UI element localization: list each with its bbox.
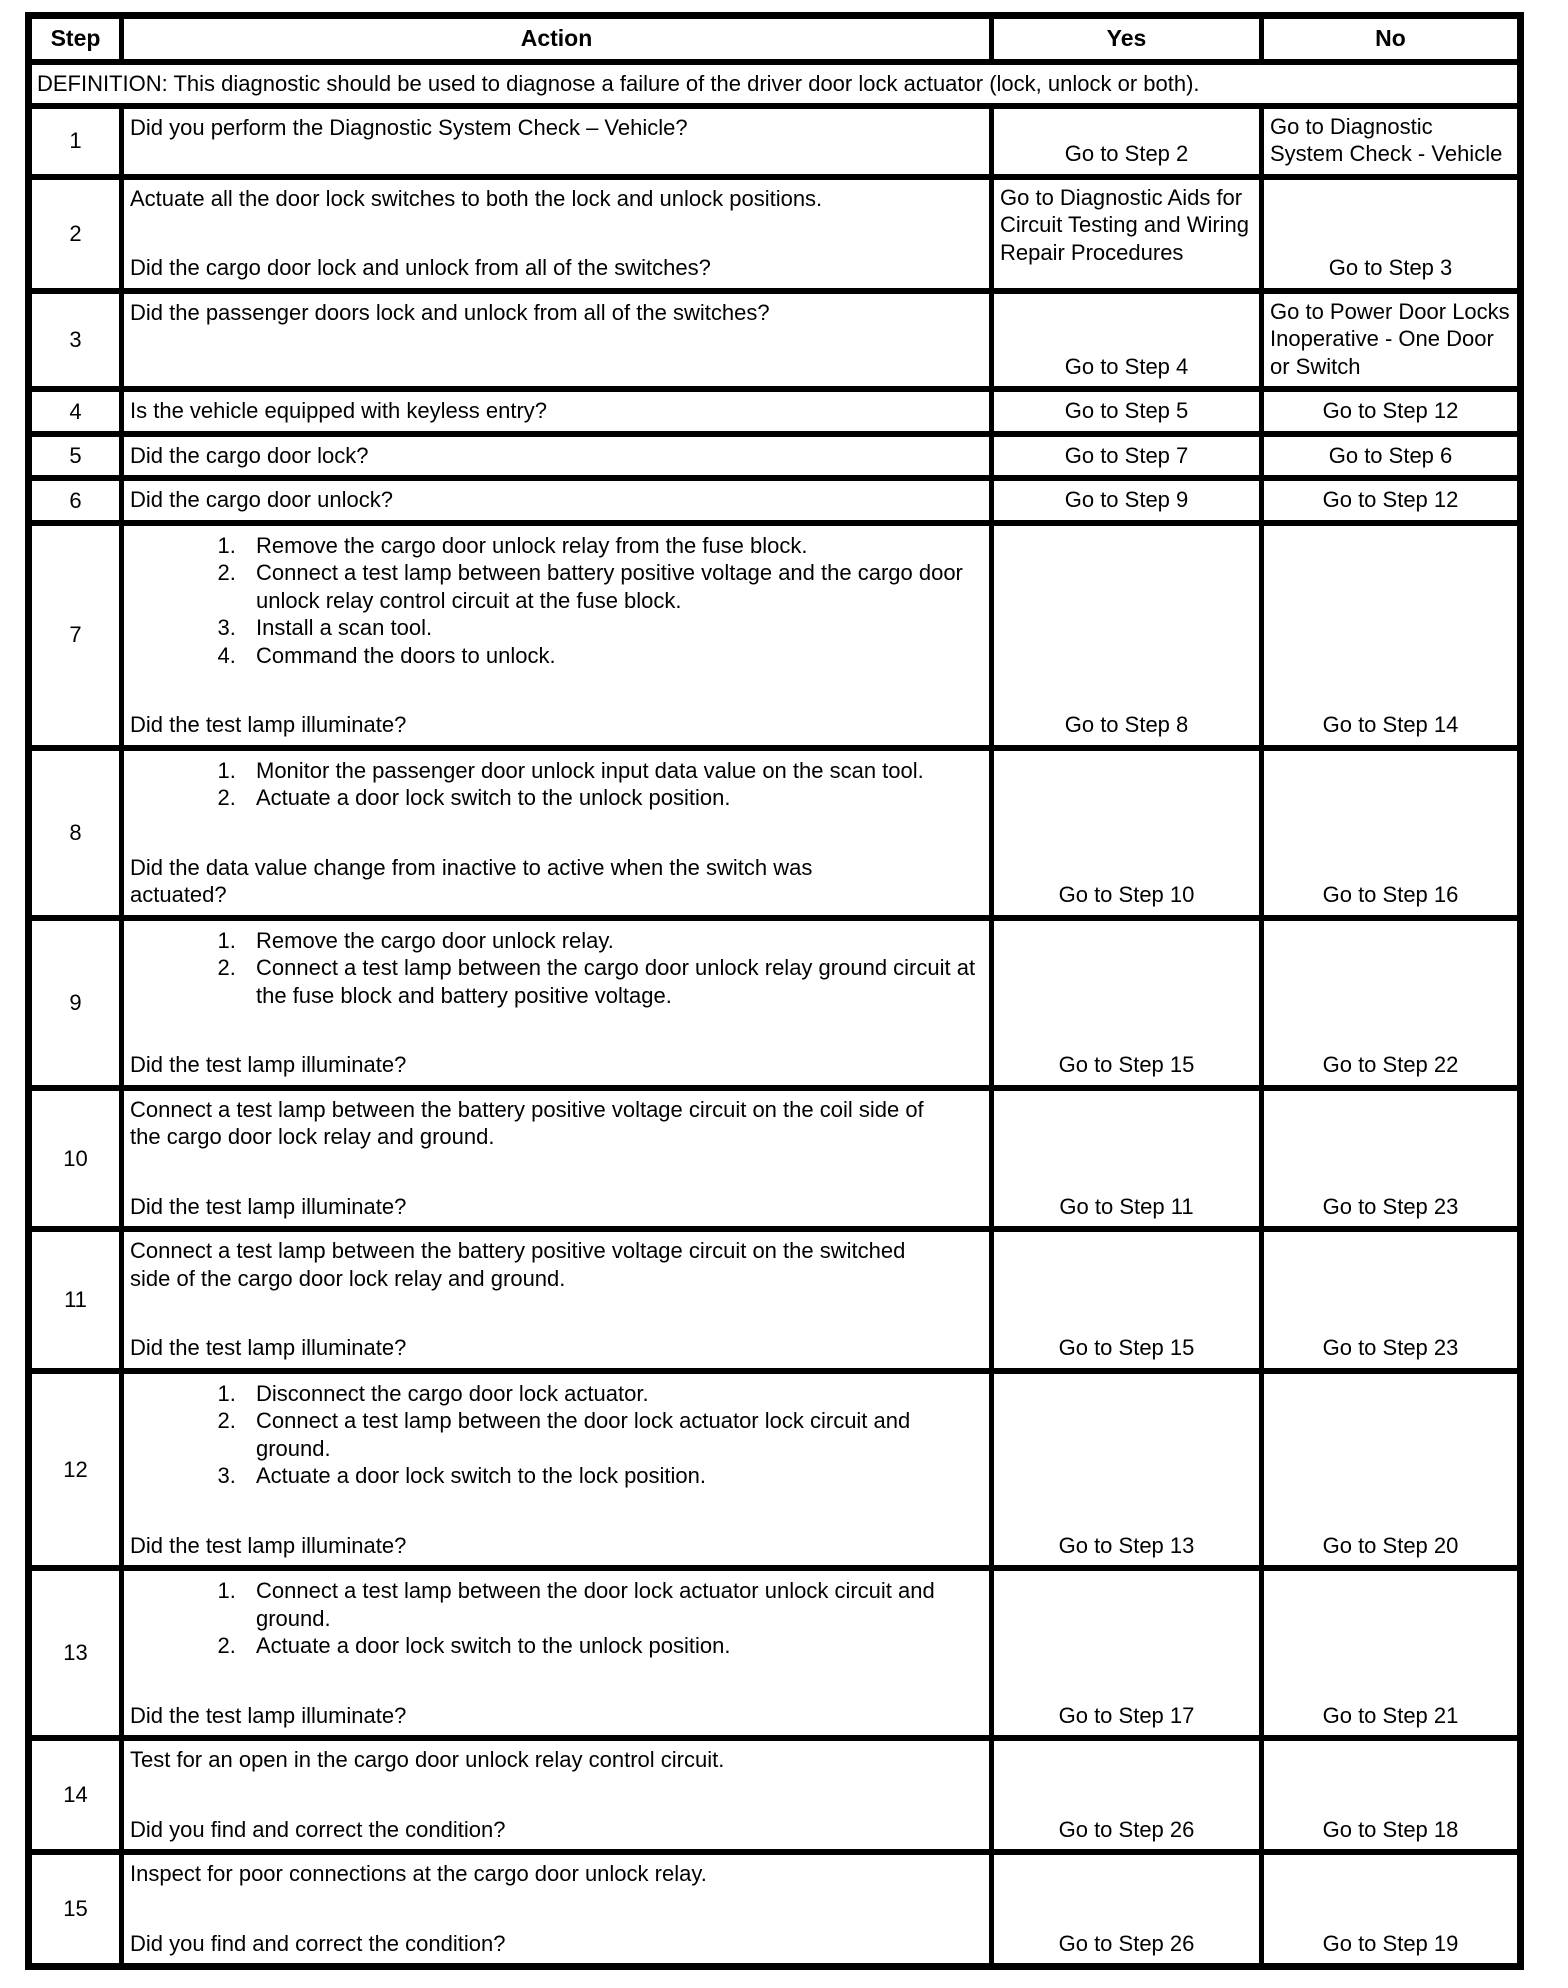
action-cell bbox=[122, 1371, 992, 1569]
action-question: Did the test lamp illuminate? bbox=[130, 1052, 407, 1078]
table-row bbox=[29, 177, 1521, 291]
action-cell bbox=[122, 1738, 992, 1852]
action-cell bbox=[122, 1568, 992, 1738]
action-list-item: 2. Actuate a door lock switch to the unlock position. bbox=[242, 784, 981, 812]
col-header-action: Action bbox=[122, 16, 992, 62]
definition-row bbox=[29, 62, 1521, 106]
action-text: Connect a test lamp between the battery positive voltage circuit on the coil side of the cargo door lock relay and ground. bbox=[130, 1096, 924, 1150]
table-row bbox=[29, 748, 1521, 918]
col-header-no: No bbox=[1262, 16, 1521, 62]
action-cell bbox=[122, 1229, 992, 1371]
action-text: Inspect for poor connections at the cargo door unlock relay. bbox=[130, 1861, 707, 1887]
no-cell: Go to Step 14 bbox=[1262, 523, 1521, 748]
no-cell: Go to Step 12 bbox=[1262, 478, 1521, 523]
yes-cell: Go to Step 26 bbox=[992, 1852, 1262, 1967]
action-list-item: 1. Connect a test lamp between the door lock actuator unlock circuit and ground. bbox=[242, 1577, 981, 1632]
col-header-yes: Yes bbox=[992, 16, 1262, 62]
step-number: 1 bbox=[29, 106, 122, 177]
no-cell: Go to Step 21 bbox=[1262, 1568, 1521, 1738]
action-question: Did you find and correct the condition? bbox=[130, 1816, 506, 1842]
step-number: 15 bbox=[29, 1852, 122, 1967]
step-number: 3 bbox=[29, 291, 122, 390]
no-cell: Go to Power Door Locks Inoperative - One Door or Switch bbox=[1262, 291, 1521, 390]
action-cell bbox=[122, 1088, 992, 1230]
yes-cell: Go to Step 8 bbox=[992, 523, 1262, 748]
action-question: Did the data value change from inactive to active when the switch was actuated? bbox=[130, 854, 813, 908]
action-question: Did you find and correct the condition? bbox=[130, 1930, 506, 1956]
no-cell: Go to Step 6 bbox=[1262, 434, 1521, 479]
yes-cell: Go to Step 4 bbox=[992, 291, 1262, 390]
table-row bbox=[29, 1229, 1521, 1371]
step-number: 7 bbox=[29, 523, 122, 748]
step-number: 5 bbox=[29, 434, 122, 479]
action-list-item: 2. Connect a test lamp between battery positive voltage and the cargo door unlock relay control circuit at the fuse block. bbox=[242, 559, 981, 614]
diagnostic-table bbox=[25, 12, 1524, 1970]
no-cell: Go to Step 22 bbox=[1262, 918, 1521, 1088]
action-list bbox=[130, 757, 981, 812]
action-cell bbox=[122, 434, 992, 479]
no-cell: Go to Step 3 bbox=[1262, 177, 1521, 291]
yes-cell: Go to Step 15 bbox=[992, 918, 1262, 1088]
no-cell: Go to Step 16 bbox=[1262, 748, 1521, 918]
yes-cell: Go to Step 2 bbox=[992, 106, 1262, 177]
action-text: Connect a test lamp between the battery positive voltage circuit on the switched side of the cargo door lock relay and ground. bbox=[130, 1238, 906, 1291]
no-cell: Go to Step 18 bbox=[1262, 1738, 1521, 1852]
step-number: 11 bbox=[29, 1229, 122, 1371]
yes-cell: Go to Step 26 bbox=[992, 1738, 1262, 1852]
yes-cell: Go to Step 5 bbox=[992, 389, 1262, 434]
action-list-item: 2. Actuate a door lock switch to the unlock position. bbox=[242, 1632, 981, 1660]
definition-text: DEFINITION: This diagnostic should be used to diagnose a failure of the driver door lock actuator (lock, unlock or both). bbox=[29, 62, 1521, 106]
no-cell: Go to Diagnostic System Check - Vehicle bbox=[1262, 106, 1521, 177]
header-row bbox=[29, 16, 1521, 62]
action-list bbox=[130, 1380, 981, 1490]
table-row bbox=[29, 918, 1521, 1088]
yes-cell: Go to Step 15 bbox=[992, 1229, 1262, 1371]
action-list bbox=[130, 1577, 981, 1660]
action-cell bbox=[122, 106, 992, 177]
yes-cell: Go to Step 9 bbox=[992, 478, 1262, 523]
action-list-item: 2. Connect a test lamp between the door lock actuator lock circuit and ground. bbox=[242, 1407, 981, 1462]
action-list bbox=[130, 927, 981, 1010]
step-number: 2 bbox=[29, 177, 122, 291]
action-list-item: 1. Monitor the passenger door unlock input data value on the scan tool. bbox=[242, 757, 981, 785]
action-list-item: 1. Remove the cargo door unlock relay. bbox=[242, 927, 981, 955]
table-row bbox=[29, 523, 1521, 748]
action-cell bbox=[122, 523, 992, 748]
action-question: Did the test lamp illuminate? bbox=[130, 1532, 407, 1558]
action-text: Did the cargo door lock? bbox=[130, 442, 369, 468]
step-number: 13 bbox=[29, 1568, 122, 1738]
yes-cell: Go to Step 7 bbox=[992, 434, 1262, 479]
table-row bbox=[29, 1852, 1521, 1967]
action-question: Did the test lamp illuminate? bbox=[130, 1702, 407, 1728]
action-text: Did you perform the Diagnostic System Check – Vehicle? bbox=[130, 114, 688, 140]
action-cell bbox=[122, 1852, 992, 1967]
no-cell: Go to Step 23 bbox=[1262, 1088, 1521, 1230]
action-cell bbox=[122, 918, 992, 1088]
no-cell: Go to Step 12 bbox=[1262, 389, 1521, 434]
yes-cell: Go to Step 13 bbox=[992, 1371, 1262, 1569]
step-number: 8 bbox=[29, 748, 122, 918]
table-row bbox=[29, 291, 1521, 390]
action-list-item: 2. Connect a test lamp between the cargo door unlock relay ground circuit at the fuse block and battery positive voltage. bbox=[242, 954, 981, 1009]
action-cell bbox=[122, 389, 992, 434]
action-cell bbox=[122, 291, 992, 390]
step-number: 14 bbox=[29, 1738, 122, 1852]
table-row bbox=[29, 1088, 1521, 1230]
action-question: Did the test lamp illuminate? bbox=[130, 1335, 407, 1361]
yes-cell: Go to Step 11 bbox=[992, 1088, 1262, 1230]
table-row bbox=[29, 389, 1521, 434]
table-row bbox=[29, 1568, 1521, 1738]
table-row bbox=[29, 478, 1521, 523]
action-list-item: 3. Actuate a door lock switch to the lock position. bbox=[242, 1462, 981, 1490]
action-question: Did the test lamp illuminate? bbox=[130, 1193, 407, 1219]
action-list bbox=[130, 532, 981, 670]
action-list-item: 3. Install a scan tool. bbox=[242, 614, 981, 642]
yes-cell: Go to Step 10 bbox=[992, 748, 1262, 918]
action-text: Is the vehicle equipped with keyless entry? bbox=[130, 398, 548, 424]
step-number: 9 bbox=[29, 918, 122, 1088]
table-row bbox=[29, 434, 1521, 479]
step-number: 10 bbox=[29, 1088, 122, 1230]
yes-cell: Go to Step 17 bbox=[992, 1568, 1262, 1738]
action-text: Test for an open in the cargo door unlock relay control circuit. bbox=[130, 1747, 725, 1773]
action-question: Did the cargo door lock and unlock from all of the switches? bbox=[130, 255, 711, 281]
table-row bbox=[29, 106, 1521, 177]
step-number: 12 bbox=[29, 1371, 122, 1569]
table-row bbox=[29, 1738, 1521, 1852]
action-list-item: 4. Command the doors to unlock. bbox=[242, 642, 981, 670]
step-number: 6 bbox=[29, 478, 122, 523]
yes-cell: Go to Diagnostic Aids for Circuit Testing and Wiring Repair Procedures bbox=[992, 177, 1262, 291]
step-number: 4 bbox=[29, 389, 122, 434]
action-text: Did the cargo door unlock? bbox=[130, 487, 393, 513]
action-list-item: 1. Disconnect the cargo door lock actuator. bbox=[242, 1380, 981, 1408]
no-cell: Go to Step 20 bbox=[1262, 1371, 1521, 1569]
col-header-step: Step bbox=[29, 16, 122, 62]
action-list-item: 1. Remove the cargo door unlock relay from the fuse block. bbox=[242, 532, 981, 560]
no-cell: Go to Step 19 bbox=[1262, 1852, 1521, 1967]
action-cell bbox=[122, 478, 992, 523]
action-cell bbox=[122, 748, 992, 918]
action-text: Actuate all the door lock switches to both the lock and unlock positions. bbox=[130, 185, 823, 211]
action-question: Did the test lamp illuminate? bbox=[130, 712, 407, 738]
table-row bbox=[29, 1371, 1521, 1569]
action-cell bbox=[122, 177, 992, 291]
no-cell: Go to Step 23 bbox=[1262, 1229, 1521, 1371]
action-text: Did the passenger doors lock and unlock from all of the switches? bbox=[130, 299, 770, 325]
